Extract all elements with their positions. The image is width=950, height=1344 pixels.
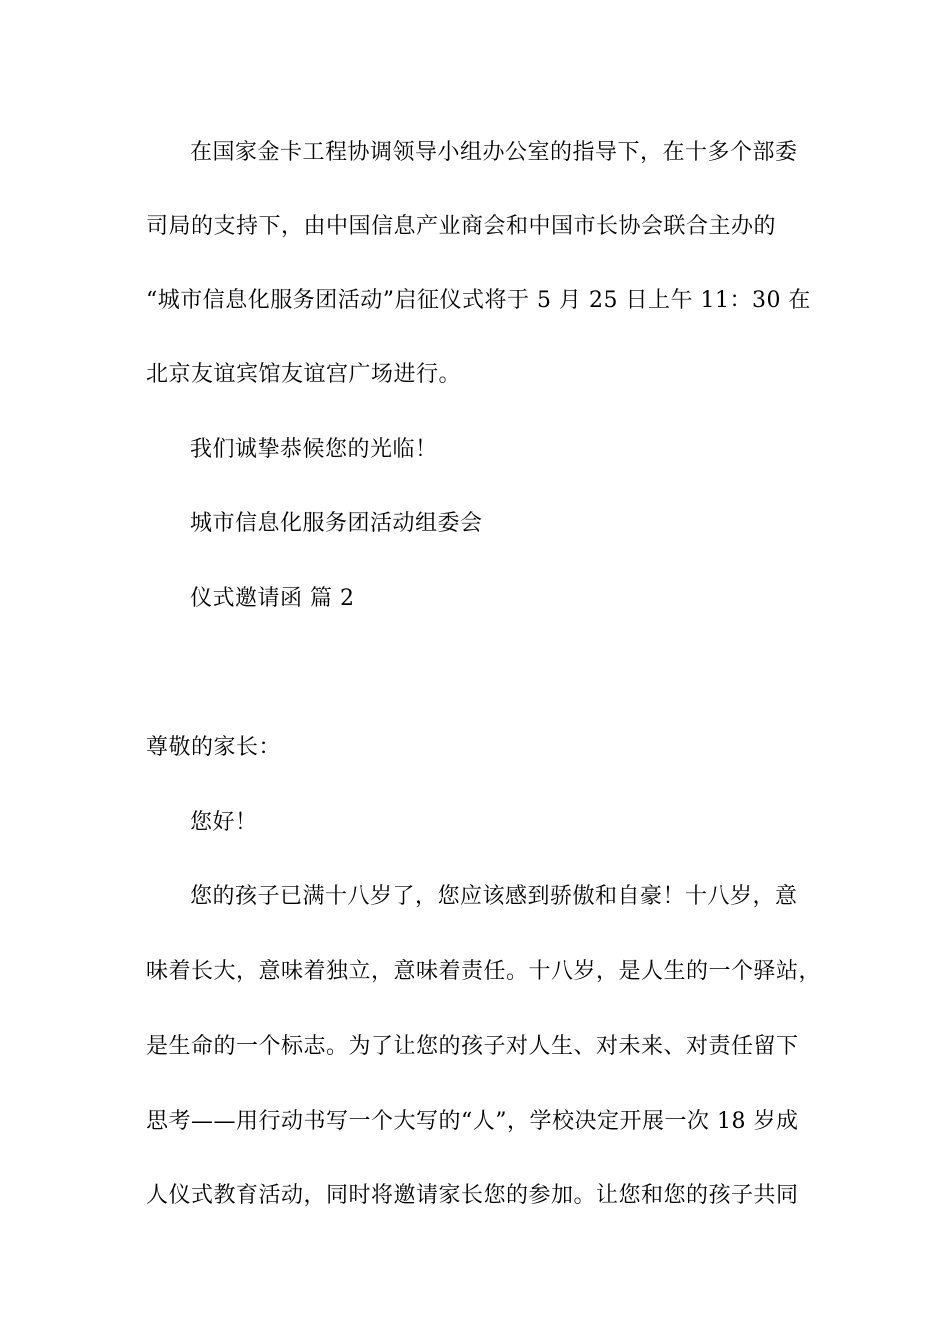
paragraph-line: 是生命的一个标志。为了让您的孩子对人生、对未来、对责任留下 xyxy=(146,1034,799,1059)
paragraph-line: “城市信息化服务团活动”启征仪式将于 5 月 25 日上午 11：30 在 xyxy=(146,288,811,313)
greeting: 您好！ xyxy=(190,810,258,835)
section-heading: 仪式邀请函 篇 2 xyxy=(190,586,355,611)
paragraph-line: 思考——用行动书写一个大写的“人”，学校决定开展一次 18 岁成 xyxy=(146,1109,799,1134)
paragraph-line: 味着长大，意味着独立，意味着责任。十八岁，是人生的一个驿站， xyxy=(146,959,822,984)
paragraph-line: 司局的支持下，由中国信息产业商会和中国市长协会联合主办的 xyxy=(146,214,777,239)
paragraph-line: 北京友谊宾馆友谊宫广场进行。 xyxy=(146,362,462,387)
salutation: 尊敬的家长： xyxy=(146,735,282,760)
paragraph-line: 您的孩子已满十八岁了，您应该感到骄傲和自豪！十八岁，意 xyxy=(190,884,798,909)
paragraph-line: 在国家金卡工程协调领导小组办公室的指导下，在十多个部委 xyxy=(190,140,798,165)
organizer-signature: 城市信息化服务团活动组委会 xyxy=(190,511,483,536)
paragraph-line: 我们诚挚恭候您的光临！ xyxy=(190,437,438,462)
paragraph-line: 人仪式教育活动，同时将邀请家长您的参加。让您和您的孩子共同 xyxy=(146,1183,799,1208)
